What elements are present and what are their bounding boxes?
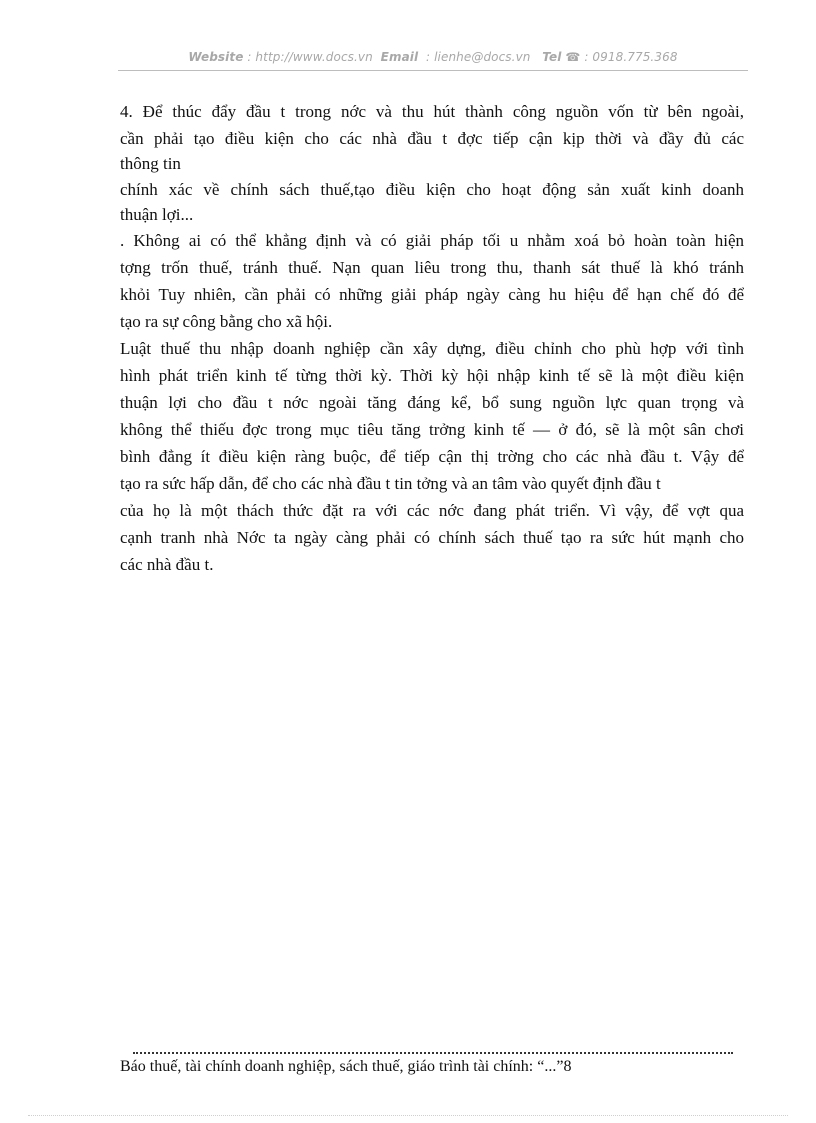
header-divider	[118, 70, 748, 71]
tel-number: ☎ : 0918.775.368	[565, 50, 678, 64]
email-address[interactable]: : lienhe@docs.vn	[426, 50, 531, 64]
body-line: Luật thuế thu nhập doanh nghiệp cần xây dựng, điều chỉnh cho phù hợp với tình	[120, 339, 744, 358]
body-line: thông tin	[120, 154, 181, 173]
body-line: 4. Để thúc đẩy đầu t trong nớc và thu hút thành công nguồn vốn từ bên ngoài,	[120, 102, 744, 121]
body-line: . Không ai có thể khẳng định và có giải pháp tối u nhằm xoá bỏ hoàn toàn hiện	[120, 231, 744, 250]
body-line: thuận lợi cho đầu t nớc ngoài tăng đáng kể, bổ sung nguồn lực quan trọng và	[120, 393, 744, 412]
tel-label: Tel	[542, 50, 562, 64]
body-line: khỏi Tuy nhiên, cần phải có những giải pháp ngày càng hu hiệu để hạn chế đó để	[120, 285, 744, 304]
body-line: chính xác về chính sách thuế,tạo điều kiện cho hoạt động sản xuất kinh doanh	[120, 180, 744, 199]
body-line: không thể thiếu đợc trong mục tiêu tăng trởng kinh tế — ở đó, sẽ là một sân chơi	[120, 420, 744, 439]
email-label: Email	[380, 50, 419, 64]
body-line: tợng trốn thuế, tránh thuế. Nạn quan liêu trong thu, thanh sát thuế là khó tránh	[120, 258, 744, 277]
page-bottom-border	[28, 1115, 788, 1116]
body-line: hình phát triển kinh tế từng thời kỳ. Thời kỳ hội nhập kinh tế sẽ là một điều kiện	[120, 366, 744, 385]
document-body	[120, 98, 744, 578]
body-line: thuận lợi...	[120, 205, 194, 224]
page-footer: Báo thuế, tài chính doanh nghiệp, sách thuế, giáo trình tài chính: “...”8	[120, 1058, 572, 1075]
website-url[interactable]: : http://www.docs.vn	[247, 50, 373, 64]
body-line: tạo ra sức hấp dẫn, để cho các nhà đầu t tin tởng và an tâm vào quyết định đầu t	[120, 474, 661, 493]
website-label: Website	[188, 50, 244, 64]
body-line: tạo ra sự công bằng cho xã hội.	[120, 312, 333, 331]
body-line: cạnh tranh nhà Nớc ta ngày càng phải có chính sách thuế tạo ra sức hút mạnh cho	[120, 528, 744, 547]
body-line: bình đẳng ít điều kiện ràng buộc, để tiếp cận thị trờng cho các nhà đầu t. Vậy để	[120, 447, 744, 466]
page-header	[118, 50, 748, 64]
body-line: cần phải tạo điều kiện cho các nhà đầu t đợc tiếp cận kịp thời và đầy đủ các	[120, 129, 744, 148]
footer-divider	[133, 1052, 733, 1054]
body-line: của họ là một thách thức đặt ra với các nớc đang phát triển. Vì vậy, để vợt qua	[120, 501, 744, 520]
body-line: các nhà đầu t.	[120, 555, 214, 574]
